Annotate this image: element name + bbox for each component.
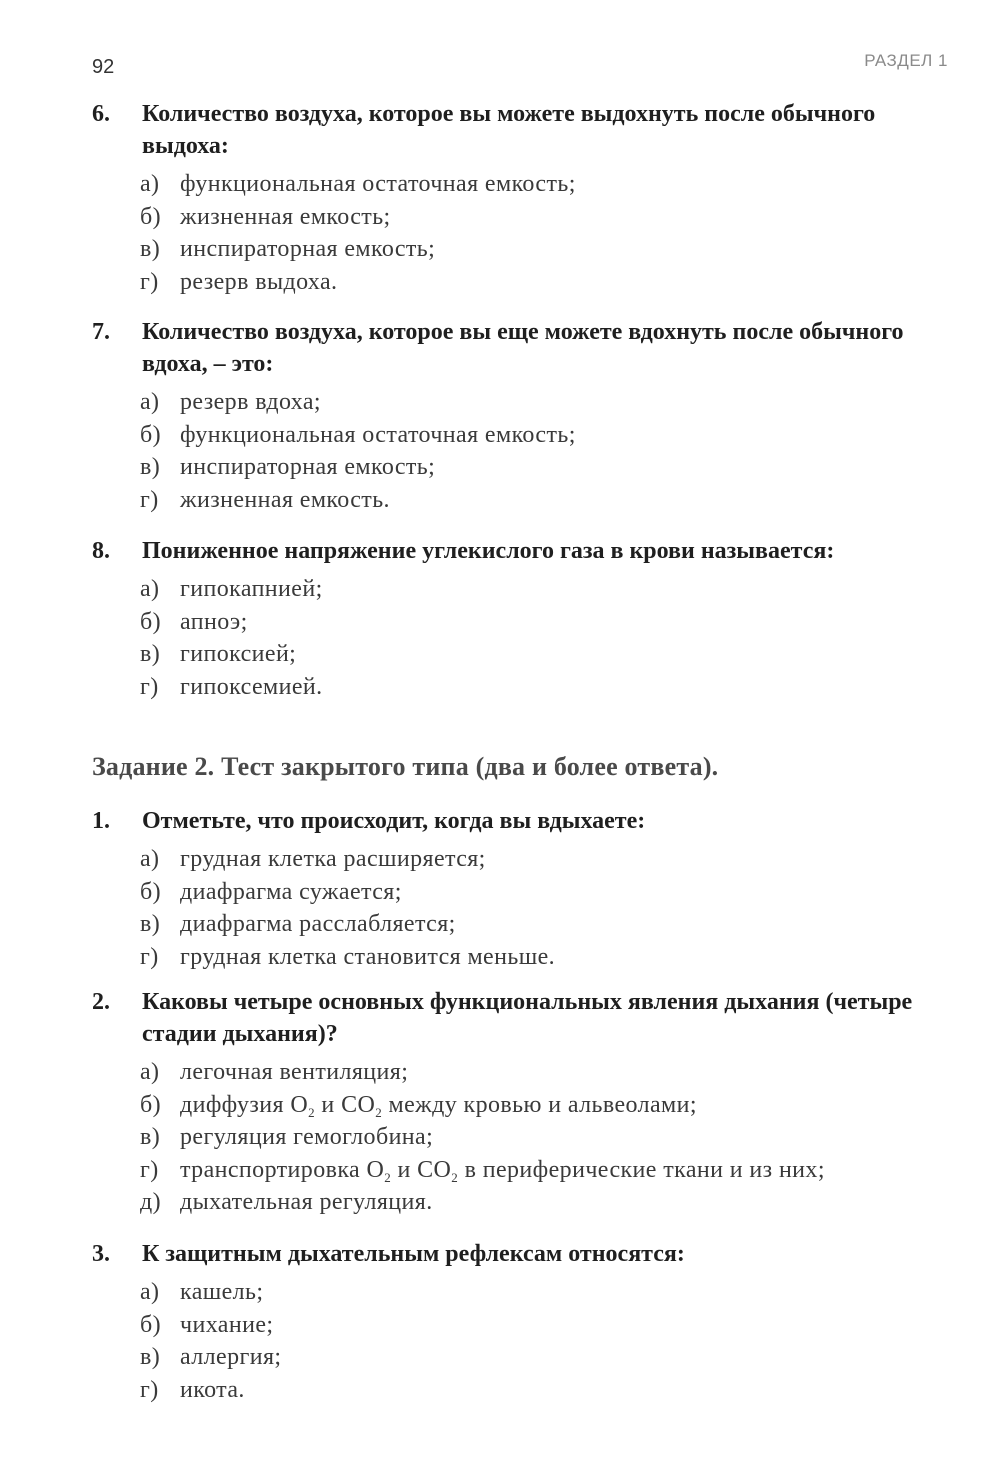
answer-options [140,1056,932,1219]
option-text: регуляция гемоглобина; [180,1124,434,1150]
option-text: резерв вдоха; [180,389,321,415]
option-letter: г) [140,1156,159,1183]
answer-options [140,843,932,973]
question-1 [92,805,932,973]
answer-option [140,419,932,452]
answer-option [140,1374,932,1407]
question-number: 1. [92,808,110,834]
option-text: грудная клетка расширяется; [180,846,486,872]
question-7 [92,316,932,516]
option-letter: а) [140,389,160,415]
question-text: Количество воздуха, которое вы еще можете вдохнуть после обычного вдоха, – это: [142,319,904,377]
option-text: жизненная емкость. [180,486,390,513]
option-text: диафрагма сужается; [180,878,402,905]
question-number: 8. [92,538,110,564]
option-letter: а) [140,846,160,872]
option-letter: б) [140,608,162,635]
answer-option [140,1186,932,1219]
question-text: Отметьте, что происходит, когда вы вдыхаете: [142,808,646,834]
option-text: дыхательная регуляция. [180,1189,433,1215]
option-letter: д) [140,1189,162,1215]
answer-option [140,484,932,517]
answer-options [140,386,932,516]
option-letter: а) [140,171,160,197]
answer-option [140,168,932,201]
option-letter: а) [140,1279,160,1305]
answer-option [140,843,932,876]
option-text: функциональная остаточная емкость; [180,171,576,197]
option-text: гипоксемией. [180,673,323,700]
option-text: транспортировка $O_2$ и $CO_2$ в периферические ткани и из них; [180,1156,825,1185]
option-letter: б) [140,421,162,448]
option-text: гипокапнией; [180,576,323,602]
question-text: К защитным дыхательным рефлексам относятся: [142,1241,685,1267]
question-number: 7. [92,319,110,345]
question-2 [92,986,932,1219]
answer-option [140,201,932,234]
option-text: жизненная емкость; [180,203,391,230]
question-text: Каковы четыре основных функциональных явления дыхания (четыре стадии дыхания)? [142,989,913,1047]
option-letter: г) [140,673,159,700]
answer-option [140,1276,932,1309]
answer-option [140,386,932,419]
question-text: Пониженное напряжение углекислого газа в крови называется: [142,538,835,564]
answer-option [140,1121,932,1154]
option-letter: г) [140,943,159,970]
option-letter: г) [140,268,159,295]
answer-options [140,168,932,298]
answer-option [140,266,932,299]
option-text: функциональная остаточная емкость; [180,421,576,448]
answer-option [140,1341,932,1374]
answer-option [140,876,932,909]
question-heading [92,316,932,380]
answer-option [140,606,932,639]
option-letter: в) [140,641,161,667]
answer-option [140,638,932,671]
question-3 [92,1238,932,1406]
option-text: грудная клетка становится меньше. [180,943,556,970]
question-heading [92,805,932,837]
option-text: кашель; [180,1279,264,1305]
page-number: 92 [92,56,115,78]
option-letter: в) [140,454,161,480]
option-text: диффузия $O_2$ и $CO_2$ между кровью и альвеолами; [180,1091,697,1120]
answer-option [140,573,932,606]
option-letter: г) [140,1376,159,1403]
answer-option [140,1056,932,1089]
answer-option [140,451,932,484]
option-text: резерв выдоха. [180,268,338,295]
option-letter: а) [140,576,160,602]
answer-option [140,908,932,941]
answer-options [140,1276,932,1406]
question-heading [92,535,932,567]
option-letter: б) [140,1091,162,1118]
question-8 [92,535,932,703]
option-text: икота. [180,1376,245,1403]
question-number: 3. [92,1241,110,1267]
section-title: Задание 2. Тест закрытого типа (два и более ответа). [92,752,719,781]
option-letter: б) [140,878,162,905]
question-6 [92,98,932,298]
option-letter: в) [140,911,161,937]
option-text: диафрагма расслабляется; [180,911,456,937]
option-text: легочная вентиляция; [180,1059,409,1085]
question-heading [92,98,932,162]
option-letter: в) [140,236,161,262]
option-text: аллергия; [180,1344,282,1370]
question-heading [92,1238,932,1270]
answer-option [140,671,932,704]
option-text: гипоксией; [180,641,297,667]
option-letter: г) [140,486,159,513]
answer-option [140,941,932,974]
running-head: РАЗДЕЛ 1 [864,51,948,70]
option-letter: б) [140,203,162,230]
option-text: инспираторная емкость; [180,454,436,480]
option-text: инспираторная емкость; [180,236,436,262]
question-text: Количество воздуха, которое вы можете выдохнуть после обычного выдоха: [142,101,876,159]
option-letter: в) [140,1124,161,1150]
question-heading [92,986,932,1050]
answer-option [140,1089,932,1122]
option-text: апноэ; [180,608,248,635]
option-letter: а) [140,1059,160,1085]
question-number: 2. [92,989,110,1015]
answer-option [140,1154,932,1187]
option-letter: б) [140,1311,162,1338]
answer-options [140,573,932,703]
option-text: чихание; [180,1311,274,1338]
answer-option [140,233,932,266]
answer-option [140,1309,932,1342]
option-letter: в) [140,1344,161,1370]
question-number: 6. [92,101,110,127]
